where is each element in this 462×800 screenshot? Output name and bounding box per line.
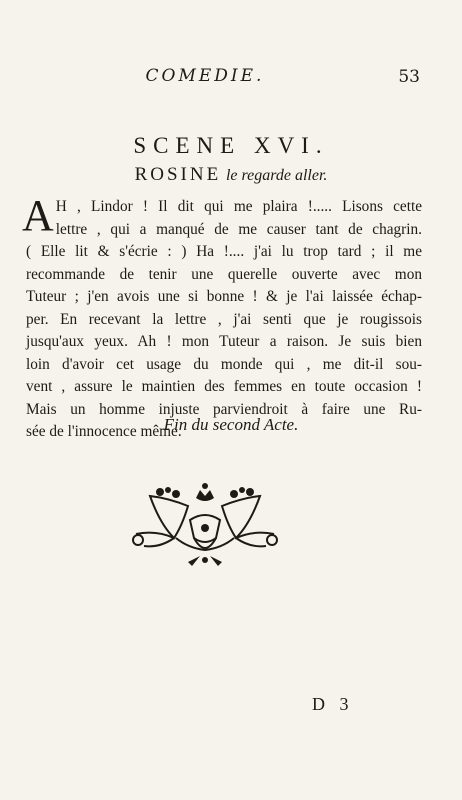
page-number: 53 — [398, 67, 420, 87]
running-head — [0, 64, 462, 94]
text-line: loin d'avoir cet usage du monde qui , me dit-il sou- — [26, 355, 422, 373]
text-line: sée de l'innocence même. — [26, 423, 182, 440]
dropcap-letter: A — [22, 191, 54, 240]
speaker-name: ROSINE — [134, 164, 222, 185]
text-line: vent , assure le maintien des femmes en toute occasion ! — [26, 378, 422, 395]
text-line: Tuteur ; j'en avois une si bonne ! & je l'ai laissée échap- — [26, 288, 422, 305]
cul-de-lampe-ornament-icon — [130, 476, 280, 568]
scene-title: SCENE XVI. — [133, 133, 329, 158]
text-line: jusqu'aux yeux. Ah ! mon Tuteur a raison. Je suis bien — [26, 333, 422, 350]
text-line: recommande de tenir une querelle ouverte avec mon — [26, 265, 422, 283]
act-end-note: Fin du second Acte. — [163, 415, 299, 434]
text-line: Mais un homme injuste parviendroit à faire une Ru- — [26, 400, 422, 418]
running-title: COMEDIE. — [145, 66, 265, 86]
text-line: ( Elle lit & s'écrie : ) Ha !.... j'ai lu trop tard ; il me — [26, 243, 422, 260]
signature-mark: D 3 — [312, 694, 354, 714]
text-line: H , Lindor ! Il dit qui me plaira !..... Lisons cette — [55, 198, 422, 215]
stage-direction: le regarde aller. — [225, 167, 328, 184]
text-line: lettre , qui a manqué de me causer tant de chagrin. — [55, 220, 422, 238]
text-line: per. En recevant la lettre , j'ai senti que je rougissois — [26, 310, 422, 328]
speaker-line — [0, 164, 462, 186]
monologue-text — [22, 191, 422, 444]
